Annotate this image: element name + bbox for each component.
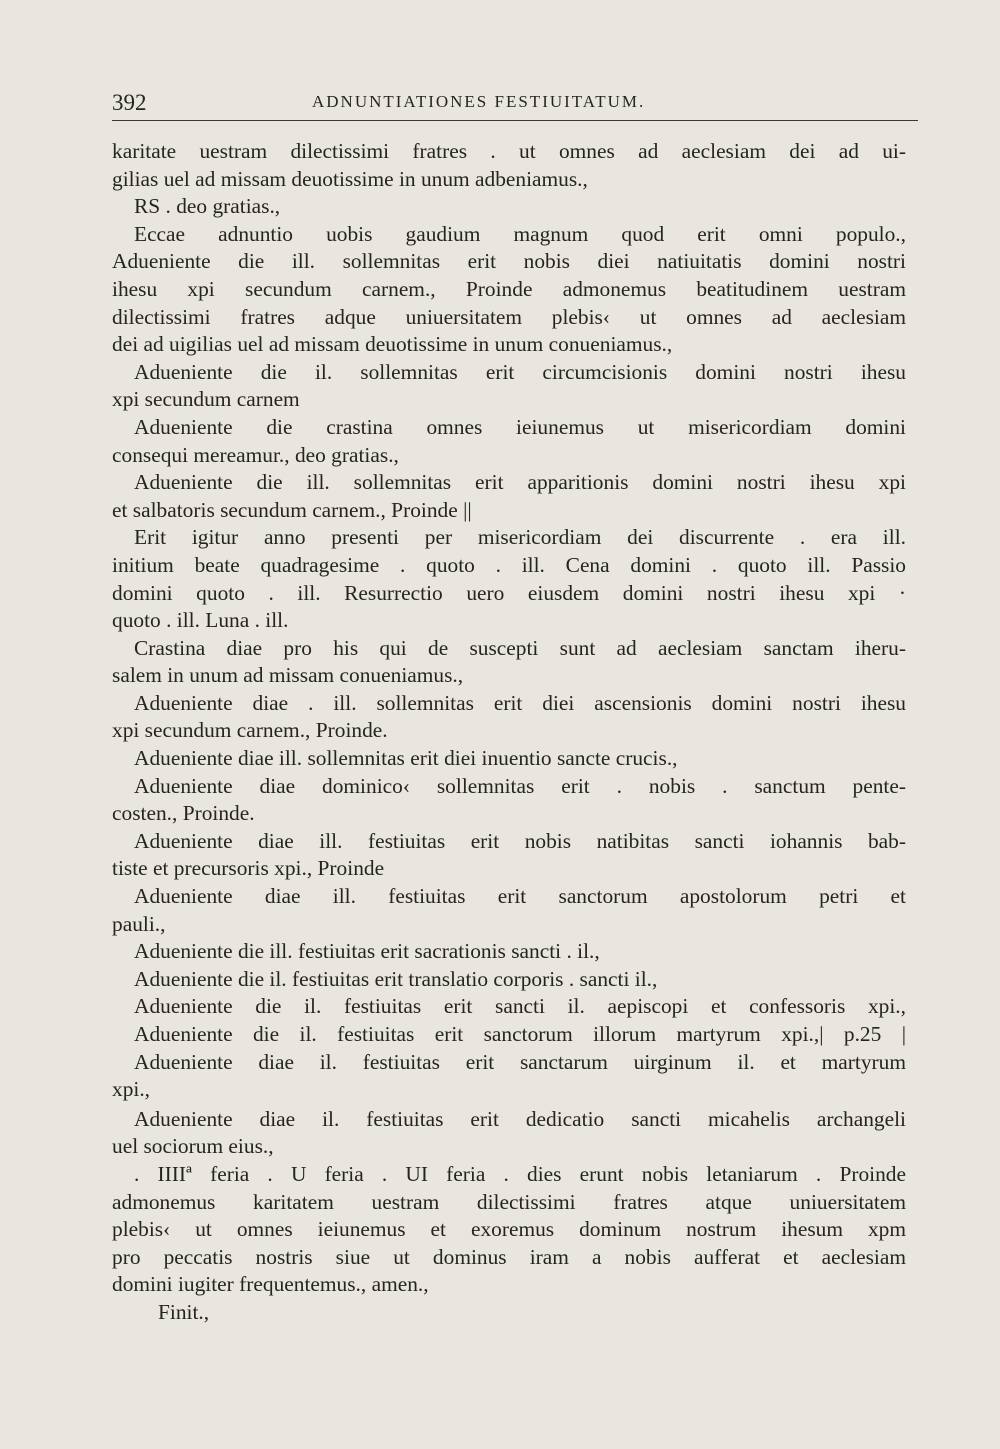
text-line: Finit.,: [158, 1299, 210, 1324]
text-line: admonemus karitatem uestram dilectissimi fratres atque uniuersitatem: [112, 1189, 906, 1214]
text-line: Crastina diae pro his qui de suscepti sunt ad aeclesiam sanctam iheru-: [134, 635, 906, 660]
text-line: pro peccatis nostris siue ut dominus iram a nobis aufferat et aeclesiam: [112, 1244, 906, 1269]
text-line: Adueniente die il. sollemnitas erit circumcisionis domini nostri ihesu: [134, 359, 906, 384]
text-line: karitate uestram dilectissimi fratres . ut omnes ad aeclesiam dei ad ui-: [112, 139, 906, 163]
text-line: xpi secundum carnem: [112, 387, 300, 412]
text-line: quoto . ill. Luna . ill.: [112, 608, 289, 633]
text-line: Adueniente die ill. festiuitas erit sacrationis sancti . il.,: [134, 939, 600, 964]
text-line: xpi secundum carnem., Proinde.: [112, 718, 388, 743]
text-line: dilectissimi fratres adque uniuersitatem plebis‹ ut omnes ad aeclesiam: [112, 304, 906, 329]
text-line: initium beate quadragesime . quoto . ill. Cena domini . quoto ill. Passio: [112, 552, 906, 577]
text-line: Adueniente die il. festiuitas erit sanctorum illorum martyrum xpi.,| p.25 |: [134, 1022, 906, 1046]
text-line: Adueniente diae dominico‹ sollemnitas erit . nobis . sanctum pente-: [134, 773, 906, 798]
text-line: et salbatoris secundum carnem., Proinde ||: [112, 497, 472, 522]
text-line: salem in unum ad missam conueniamus.,: [112, 663, 464, 688]
page-header: [112, 86, 918, 121]
text-line: Adueniente diae il. festiuitas erit dedicatio sancti micahelis archangeli: [134, 1106, 906, 1131]
text-line: Adueniente die ill. sollemnitas erit apparitionis domini nostri ihesu xpi: [134, 470, 906, 495]
text-line: consequi mereamur., deo gratias.,: [112, 442, 399, 467]
text-line: ihesu xpi secundum carnem., Proinde admonemus beatitudinem uestram: [112, 276, 906, 301]
text-line: Adueniente diae ill. sollemnitas erit diei inuentio sancte crucis.,: [134, 746, 678, 771]
text-line: Erit igitur anno presenti per misericordiam dei discurrente . era ill.: [134, 525, 906, 550]
text-line: dei ad uigilias uel ad missam deuotissime in unum conueniamus.,: [112, 332, 673, 357]
text-line: costen., Proinde.: [112, 801, 255, 826]
text-line: Adueniente diae ill. festiuitas erit sanctorum apostolorum petri et: [134, 884, 906, 909]
text-line: plebis‹ ut omnes ieiunemus et exoremus dominum nostrum ihesum xpm: [112, 1217, 906, 1242]
text-line: pauli.,: [112, 911, 166, 936]
text-line: Adueniente diae ill. festiuitas erit nobis natibitas sancti iohannis bab-: [134, 828, 906, 853]
text-line: RS . deo gratias.,: [134, 194, 281, 219]
text-line: uel sociorum eius.,: [112, 1134, 274, 1159]
body-text: [112, 138, 906, 1327]
text-line: Adueniente die il. festiuitas erit sancti il. aepiscopi et confessoris xpi.,: [134, 994, 906, 1019]
text-line: . IIIIª feria . U feria . UI feria . dies erunt nobis letaniarum . Proinde: [134, 1161, 906, 1186]
text-line: Adueniente diae il. festiuitas erit sanctarum uirginum il. et martyrum: [134, 1049, 906, 1074]
running-title: ADNUNTIATIONES FESTIUITATUM.: [312, 92, 646, 111]
text-line: gilias uel ad missam deuotissime in unum adbeniamus.,: [112, 166, 588, 191]
text-line: tiste et precursoris xpi., Proinde: [112, 856, 385, 881]
text-line: Adueniente diae . ill. sollemnitas erit diei ascensionis domini nostri ihesu: [134, 690, 906, 715]
page-number: 392: [112, 90, 147, 115]
text-line: domini quoto . ill. Resurrectio uero eiusdem domini nostri ihesu xpi ·: [112, 580, 906, 605]
text-line: Adueniente die il. festiuitas erit translatio corporis . sancti il.,: [134, 966, 658, 991]
text-line: Eccae adnuntio uobis gaudium magnum quod erit omni populo.,: [134, 221, 906, 246]
text-line: xpi.,: [112, 1077, 151, 1102]
text-line: domini iugiter frequentemus., amen.,: [112, 1272, 429, 1297]
text-line: Adueniente die ill. sollemnitas erit nobis diei natiuitatis domini nostri: [112, 249, 906, 274]
text-line: Adueniente die crastina omnes ieiunemus ut misericordiam domini: [134, 414, 906, 439]
